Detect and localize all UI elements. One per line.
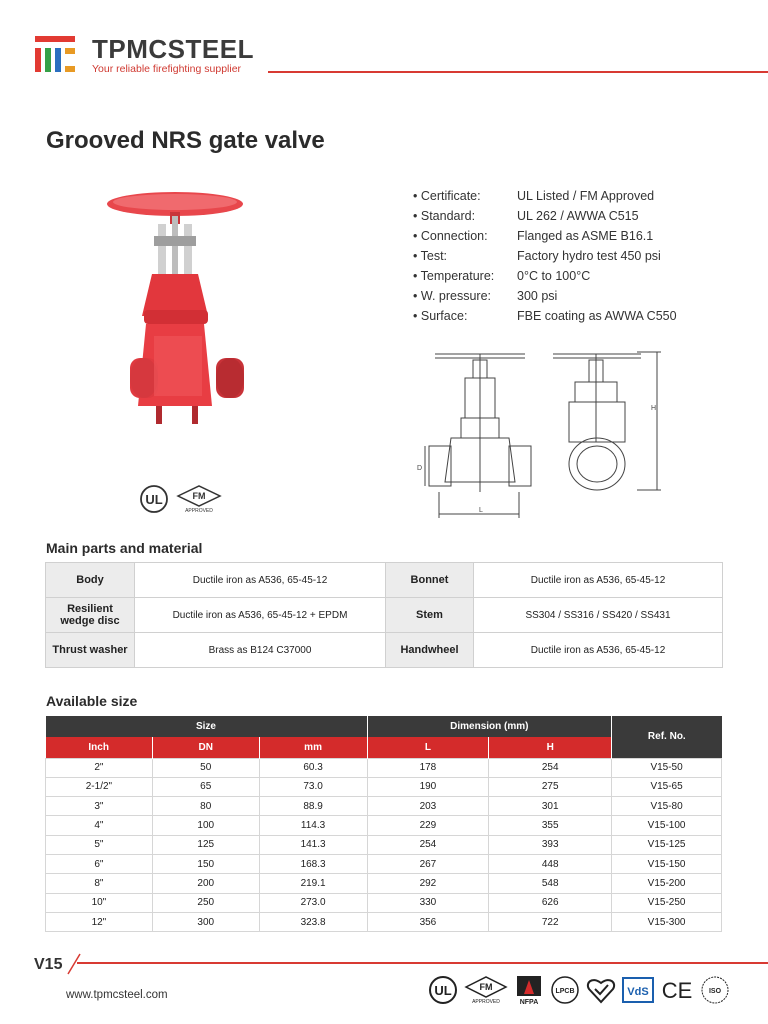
lpcb-icon: [550, 975, 580, 1005]
table-row: Thrust washer Brass as B124 C37000 Handwheel Ductile iron as A536, 65-45-12: [46, 633, 723, 668]
table-cell: 100: [152, 816, 259, 835]
table-cell: 125: [152, 835, 259, 854]
technical-drawing: [415, 342, 675, 522]
table-cell: 2": [46, 758, 153, 777]
table-cell: 323.8: [259, 912, 367, 931]
svg-text:VdS: VdS: [627, 986, 649, 998]
table-cell: 190: [367, 777, 489, 796]
size-table: Size Dimension (mm) Ref. No. Inch DN mm L H 2" 50 60.3 178 254 V15-50 2-1/2" 65 73.0 190 275 V15-65 3" 80 88.9 203 301 V15-80 4" 100 114.3 229 355 V15-100 5" 125 141.3 254 393 V15-125 6" 150 168.3 267 448 V15-150 8" 200 219.1 292 548 V15-200 10" 250 273.0 330 626 V15-250 12" 300 323.8 356 722 V15-300: [45, 716, 722, 932]
table-cell: 10": [46, 893, 153, 912]
table-cell: 3": [46, 797, 153, 816]
table-cell: 200: [152, 874, 259, 893]
table-cell: V15-100: [612, 816, 722, 835]
table-cell: 5": [46, 835, 153, 854]
ul-mark-text: UL: [145, 492, 163, 507]
table-cell: V15-250: [612, 893, 722, 912]
svg-text:APPROVED: APPROVED: [185, 508, 213, 514]
table-cell: 178: [367, 758, 489, 777]
table-cell: V15-50: [612, 758, 722, 777]
table-cell: 548: [489, 874, 612, 893]
product-code: V15: [34, 956, 63, 973]
spec-item: • Surface: FBE coating as AWWA C550: [413, 306, 677, 326]
table-cell: 2-1/2": [46, 777, 153, 796]
spec-item: • W. pressure: 300 psi: [413, 286, 677, 306]
table-cell: 393: [489, 835, 612, 854]
table-cell: 50: [152, 758, 259, 777]
table-cell: 356: [367, 912, 489, 931]
sizes-heading: Available size: [46, 693, 138, 709]
table-cell: 722: [489, 912, 612, 931]
svg-text:LPCB: LPCB: [555, 988, 575, 995]
table-cell: 448: [489, 854, 612, 873]
table-cell: 60.3: [259, 758, 367, 777]
vds-icon: [622, 975, 654, 1005]
iso-icon: [700, 975, 730, 1005]
table-cell: 12": [46, 912, 153, 931]
table-cell: 626: [489, 893, 612, 912]
table-cell: 330: [367, 893, 489, 912]
dim-l-label: L: [479, 507, 483, 514]
svg-text:NFPA: NFPA: [519, 999, 539, 1006]
table-row: [46, 835, 722, 854]
parts-heading: Main parts and material: [46, 540, 203, 556]
page-title: Grooved NRS gate valve: [46, 127, 325, 154]
header-divider: [268, 71, 768, 73]
dim-d-label: D: [417, 465, 423, 472]
table-cell: 273.0: [259, 893, 367, 912]
table-cell: 141.3: [259, 835, 367, 854]
fm-approved-icon: [176, 484, 222, 514]
spec-list: [413, 186, 677, 326]
table-cell: 88.9: [259, 797, 367, 816]
table-row: [46, 797, 722, 816]
svg-text:FM: FM: [192, 491, 206, 501]
table-cell: 254: [489, 758, 612, 777]
table-cell: V15-80: [612, 797, 722, 816]
parts-table: [45, 562, 723, 668]
ref-no-header: Ref. No.: [612, 716, 722, 758]
table-row: Resilient wedge disc Ductile iron as A536, 65-45-12 + EPDM Stem SS304 / SS316 / SS420 / SS431: [46, 598, 723, 633]
table-cell: 114.3: [259, 816, 367, 835]
brand-tagline: Your reliable firefighting supplier: [92, 63, 242, 75]
table-row: [46, 893, 722, 912]
nfpa-icon: [514, 974, 544, 1006]
spec-item: • Connection: Flanged as ASME B16.1: [413, 226, 677, 246]
dim-h-label: H: [651, 405, 657, 412]
table-cell: 150: [152, 854, 259, 873]
table-cell: 300: [152, 912, 259, 931]
gate-valve-photo: [100, 186, 290, 446]
svg-text:FM: FM: [479, 982, 493, 992]
dimension-group-header: Dimension (mm): [367, 716, 612, 737]
table-cell: 65: [152, 777, 259, 796]
ul-listed-icon: [139, 484, 169, 514]
table-row: [46, 758, 722, 777]
table-cell: 301: [489, 797, 612, 816]
fm-icon: [464, 975, 508, 1005]
table-cell: 229: [367, 816, 489, 835]
brand-logo-icon: [35, 36, 75, 72]
footer-slash-icon: [66, 952, 82, 976]
spec-item: • Standard: UL 262 / AWWA C515: [413, 206, 677, 226]
table-cell: V15-200: [612, 874, 722, 893]
table-cell: 292: [367, 874, 489, 893]
spec-item: • Test: Factory hydro test 450 psi: [413, 246, 677, 266]
table-row: [46, 874, 722, 893]
table-cell: 275: [489, 777, 612, 796]
table-cell: 355: [489, 816, 612, 835]
table-cell: 80: [152, 797, 259, 816]
table-cell: 8": [46, 874, 153, 893]
table-cell: 203: [367, 797, 489, 816]
table-cell: 168.3: [259, 854, 367, 873]
website-url: www.tpmcsteel.com: [66, 989, 168, 1001]
spec-item: • Certificate: UL Listed / FM Approved: [413, 186, 677, 206]
table-cell: 219.1: [259, 874, 367, 893]
size-group-header: Size: [46, 716, 368, 737]
table-cell: 6": [46, 854, 153, 873]
footer-divider: [77, 962, 768, 964]
table-cell: 250: [152, 893, 259, 912]
table-cell: V15-65: [612, 777, 722, 796]
table-cell: 4": [46, 816, 153, 835]
ce-icon: [660, 975, 694, 1005]
table-row: [46, 912, 722, 931]
table-cell: 254: [367, 835, 489, 854]
table-cell: V15-150: [612, 854, 722, 873]
table-cell: 73.0: [259, 777, 367, 796]
table-row: [46, 854, 722, 873]
table-row: [46, 777, 722, 796]
table-cell: V15-300: [612, 912, 722, 931]
svg-text:CE: CE: [661, 978, 693, 1003]
svg-text:APPROVED: APPROVED: [472, 999, 500, 1005]
spec-item: • Temperature: 0°C to 100°C: [413, 266, 677, 286]
table-row: [46, 816, 722, 835]
certification-logos: [428, 974, 730, 1006]
svg-text:UL: UL: [434, 983, 452, 998]
brand-name: TPMCSTEEL: [92, 34, 254, 64]
table-cell: V15-125: [612, 835, 722, 854]
ul-icon: [428, 975, 458, 1005]
svg-text:ISO: ISO: [708, 988, 722, 995]
table-cell: 267: [367, 854, 489, 873]
heart-check-icon: [586, 975, 616, 1005]
table-row: Body Ductile iron as A536, 65-45-12 Bonnet Ductile iron as A536, 65-45-12: [46, 563, 723, 598]
